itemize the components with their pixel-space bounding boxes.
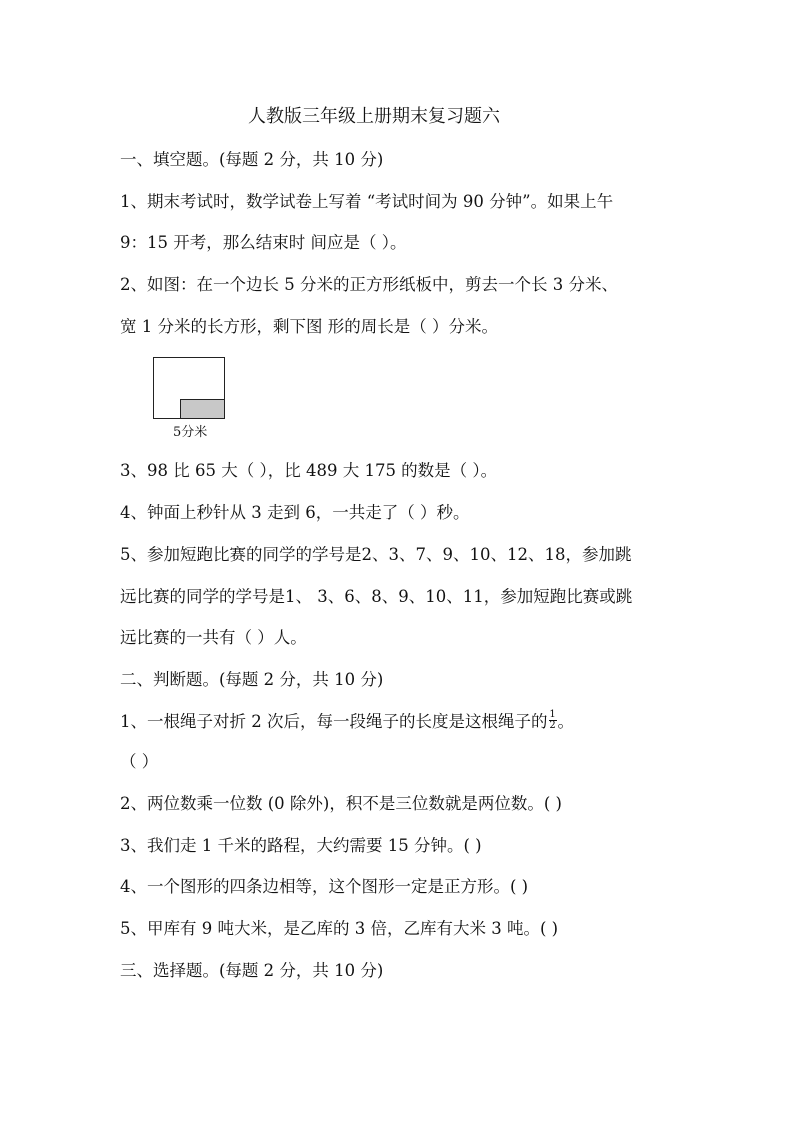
q2-line2: 宽 1 分米的长方形，剩下图 形的周长是（ ）分米。	[120, 317, 498, 336]
q1-line1: 1、期末考试时，数学试卷上写着 “考试时间为 90 分钟”。如果上午	[120, 192, 614, 211]
q1-line2: 9：15 开考，那么结束时 间应是（ ）。	[120, 233, 407, 252]
fraction-denominator: 2	[549, 720, 556, 731]
j1-end: 。	[557, 712, 574, 731]
j5-line: 5、甲库有 9 吨大米，是乙库的 3 倍，乙库有大米 3 吨。( )	[120, 919, 559, 938]
j1-paren: （ ）	[120, 752, 159, 771]
figure-label: 5分米	[173, 425, 208, 440]
q5-line2: 远比赛的同学的学号是1、 3、6、8、9、10、11，参加短跑比赛或跳	[120, 587, 633, 606]
section3-heading: 三、选择题。(每题 2 分，共 10 分)	[120, 961, 384, 980]
one-half-fraction	[549, 710, 557, 731]
section1-heading: 一、填空题。(每题 2 分，共 10 分)	[120, 150, 384, 169]
q4-line: 4、钟面上秒针从 3 走到 6，一共走了（ ）秒。	[120, 503, 470, 522]
q5-line3: 远比赛的一共有（ ）人。	[120, 628, 307, 647]
square-figure	[153, 357, 225, 419]
q5-line1: 5、参加短跑比赛的同学的学号是2、3、7、9、10、12、18，参加跳	[120, 545, 632, 564]
section2-heading: 二、判断题。(每题 2 分，共 10 分)	[120, 670, 384, 689]
q3-line: 3、98 比 65 大（ ），比 489 大 175 的数是（ ）。	[120, 461, 498, 480]
j4-line: 4、一个图形的四条边相等，这个图形一定是正方形。( )	[120, 877, 529, 896]
j1-line	[120, 711, 574, 733]
q2-line1: 2、如图：在一个边长 5 分米的正方形纸板中，剪去一个长 3 分米、	[120, 275, 618, 294]
j2-line: 2、两位数乘一位数 (0 除外)，积不是三位数就是两位数。( )	[120, 794, 562, 813]
j3-line: 3、我们走 1 千米的路程，大约需要 15 分钟。( )	[120, 836, 482, 855]
j1-text: 1、一根绳子对折 2 次后，每一段绳子的长度是这根绳子的	[120, 712, 548, 731]
page-title: 人教版三年级上册期末复习题六	[248, 106, 500, 127]
cut-rectangle	[180, 399, 224, 418]
fraction-numerator: 1	[549, 709, 556, 720]
